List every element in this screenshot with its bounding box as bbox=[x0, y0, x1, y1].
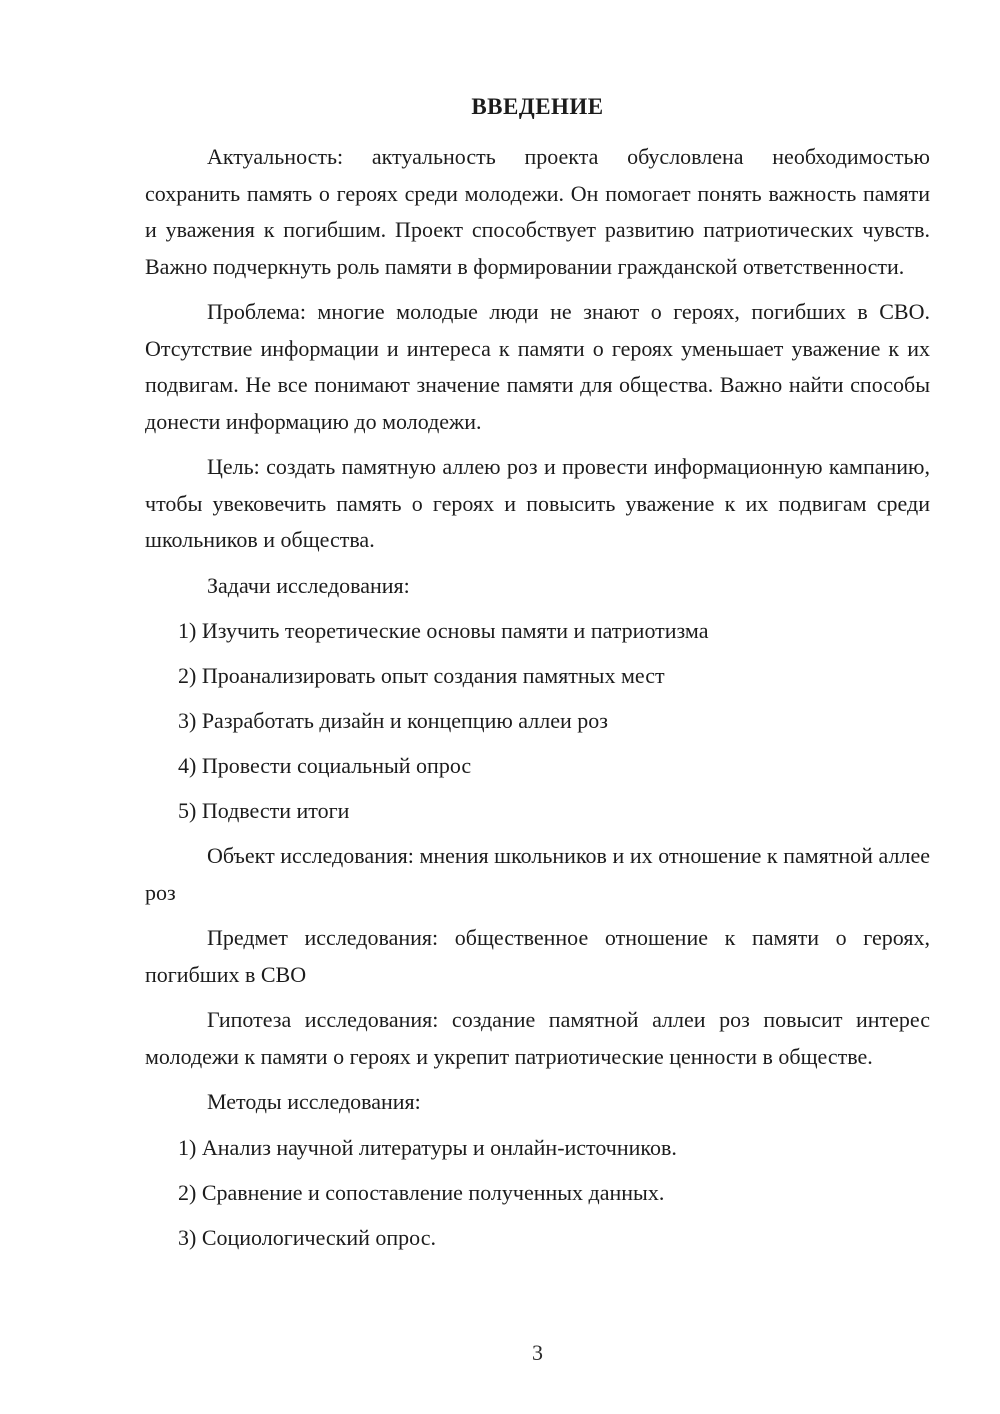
methods-heading: Методы исследования: bbox=[207, 1089, 421, 1114]
task-item-2: 2) Проанализировать опыт создания памятных мест bbox=[178, 663, 665, 688]
paragraph-object: Объект исследования: мнения школьников и их отношение к памятной аллее роз bbox=[145, 843, 930, 905]
method-item-3: 3) Социологический опрос. bbox=[178, 1224, 436, 1250]
method-item-2: 2) Сравнение и сопоставление полученных данных. bbox=[178, 1179, 665, 1205]
paragraph-subject: Предмет исследования: общественное отношение к памяти о героях, погибших в СВО bbox=[145, 925, 930, 987]
paragraph-goal: Цель: создать памятную аллею роз и провести информационную кампанию, чтобы увековечить память о героях и повысить уважение к их подвигам среди школьников и общества. bbox=[145, 454, 930, 552]
paragraph-relevance: Актуальность: актуальность проекта обусловлена необходимостью сохранить память о героях среди молодежи. Он помогает понять важность памяти и уважения к погибшим. Проект способствует развитию патриотических чувств. Важно подчеркнуть роль памяти в формировании гражданской ответственности. bbox=[145, 144, 930, 279]
task-item-3: 3) Разработать дизайн и концепцию аллеи роз bbox=[178, 708, 608, 733]
tasks-heading: Задачи исследования: bbox=[207, 572, 410, 598]
page-content bbox=[145, 88, 930, 1265]
method-item-1: 1) Анализ научной литературы и онлайн-источников. bbox=[178, 1134, 677, 1160]
paragraph-problem: Проблема: многие молодые люди не знают о героях, погибших в СВО. Отсутствие информации и интереса к памяти о героях уменьшает уважение к их подвигам. Не все понимают значение памяти для общества. Важно найти способы донести информацию до молодежи. bbox=[145, 299, 930, 434]
paragraph-hypothesis: Гипотеза исследования: создание памятной аллеи роз повысит интерес молодежи к памяти о героях и укрепит патриотические ценности в обществе. bbox=[145, 1007, 930, 1069]
task-item-5: 5) Подвести итоги bbox=[178, 798, 350, 823]
task-item-1: 1) Изучить теоретические основы памяти и патриотизма bbox=[178, 618, 709, 643]
page-number: 3 bbox=[532, 1340, 543, 1365]
task-item-4: 4) Провести социальный опрос bbox=[178, 753, 472, 778]
page-title: ВВЕДЕНИЕ bbox=[471, 94, 604, 119]
